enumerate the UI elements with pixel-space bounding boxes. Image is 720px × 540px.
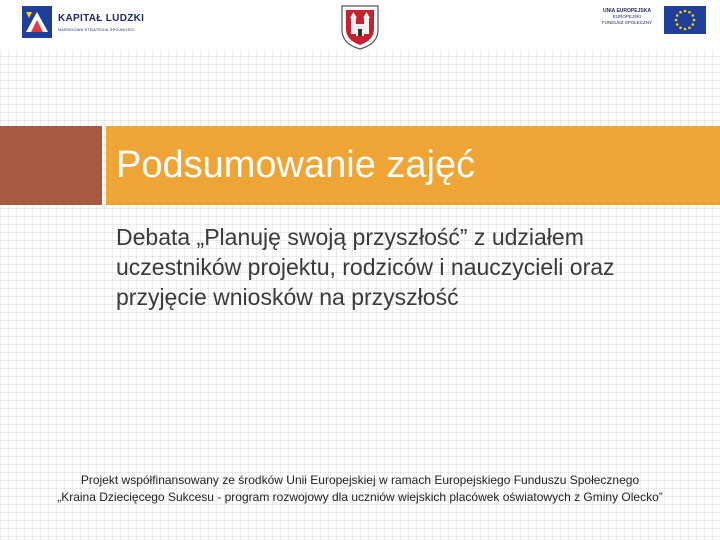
footer-project-line: „Kraina Dziecięcego Sukcesu - program rozwojowy dla uczniów wiejskich placówek oświatowych z Gminy Olecko”: [57, 490, 663, 504]
kapital-ludzki-title: KAPITAŁ LUDZKI: [58, 13, 145, 24]
kapital-ludzki-logo: [22, 4, 182, 40]
kapital-ludzki-icon: [22, 6, 52, 38]
eu-logo: [596, 6, 712, 34]
kapital-ludzki-subtitle: NARODOWA STRATEGIA SPÓJNOŚCI: [58, 27, 135, 32]
eu-logo-line2: EUROPEJSKI: [612, 14, 642, 19]
eu-logo-line3: FUNDUSZ SPOŁECZNY: [601, 20, 652, 25]
logo-bar: [0, 0, 720, 50]
slide-body-text: Debata „Planuję swoją przyszłość” z udziałem uczestników projektu, rodziców i nauczycieli oraz przyjęcie wniosków na przyszłość: [116, 224, 615, 310]
eu-flag-icon: [664, 6, 706, 34]
eu-logo-text: [596, 8, 658, 26]
coat-of-arms-icon: [338, 2, 382, 50]
slide-title: Podsumowanie zajęć: [116, 144, 476, 186]
title-band: [106, 126, 720, 205]
footer-funding-line: Projekt współfinansowany ze środków Unii Europejskiej w ramach Europejskiego Funduszu Społecznego: [80, 473, 640, 487]
title-accent-block: [0, 126, 102, 205]
footer: [20, 472, 700, 506]
eu-logo-line1: UNIA EUROPEJSKA: [603, 8, 651, 14]
